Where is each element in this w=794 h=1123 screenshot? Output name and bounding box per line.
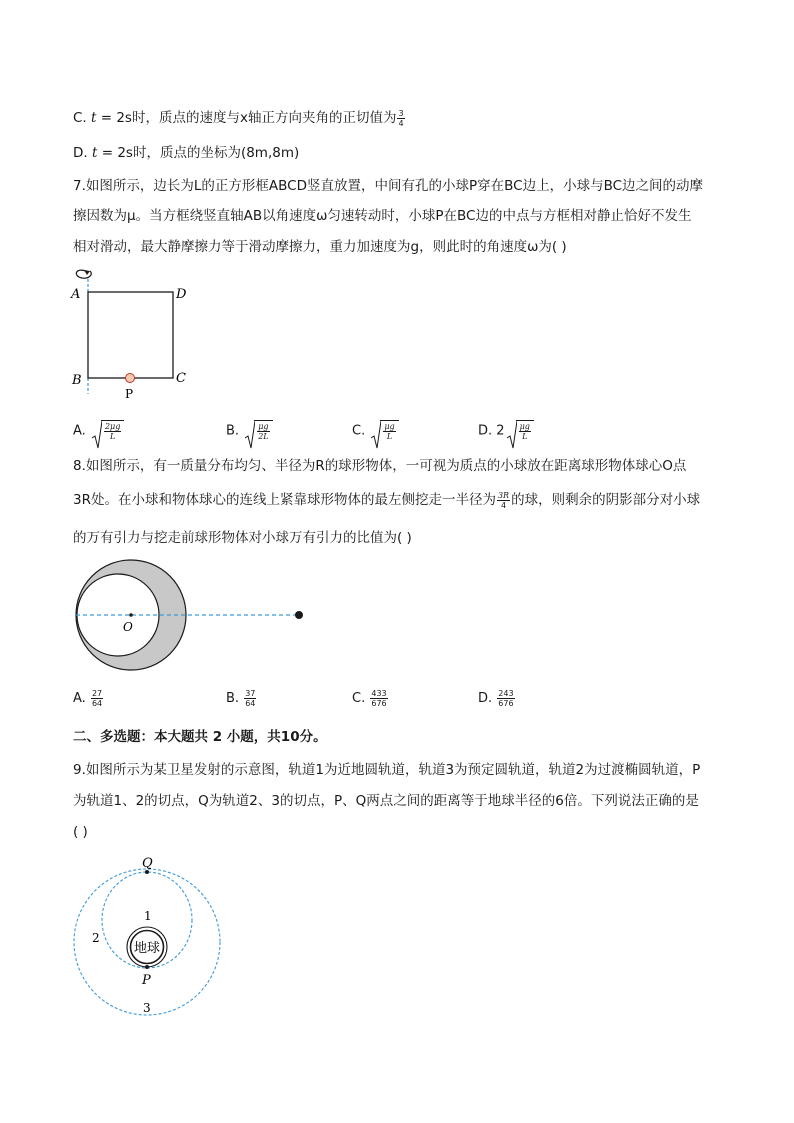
q8-sphere-diagram — [70, 558, 320, 678]
small-ball — [295, 611, 303, 619]
section-2-heading: 二、多选题：本大题共 2 小题，共10分。 — [73, 729, 327, 745]
rotation-arrowhead-icon — [84, 270, 90, 275]
q8-text-line-1: 8.如图所示，有一质量分布均匀、半径为R的球形物体，一可视为质点的小球放在距离球形物体球心O点 — [73, 458, 687, 474]
q7-text-line-2: 擦因数为μ。当方框绕竖直轴AB以角速度ω匀速转动时，小球P在BC边的中点与方框相对静止恰好不发生 — [73, 208, 692, 224]
fraction: $\frac{3}{4}$ — [398, 108, 404, 128]
q9-text-line-3: ( ) — [73, 824, 88, 840]
q7-option-d: D. 2 $\frac{\mu g}{L}$ — [478, 420, 534, 442]
q8-text-line-2: 3R处。在小球和物体球心的连线上紧靠球形物体的最左侧挖走一半径为 $\frac{3R}{4}$ 的球，则剩余的阴影部分对小球 — [73, 490, 701, 510]
q8-option-b: B. $\frac{37}{64}$ — [226, 689, 256, 708]
q9-text-line-2: 为轨道1、2的切点，Q为轨道2、3的切点，P、Q两点之间的距离等于地球半径的6倍。下列说法正确的是 — [73, 793, 699, 809]
label-orbit-1: 1 — [144, 909, 152, 923]
label-a: A — [71, 287, 81, 302]
q8-text-line-3: 的万有引力与挖走前球形物体对小球万有引力的比值为( ) — [73, 530, 412, 546]
label-q: Q — [142, 856, 153, 871]
label-p: P — [125, 387, 134, 401]
q7-square-frame-diagram — [66, 262, 206, 402]
label-b: B — [72, 373, 82, 388]
square-frame — [88, 292, 173, 378]
q8-option-a: A. $\frac{27}{64}$ — [73, 689, 103, 708]
q7-option-a: A. $\frac{2\mu g}{L}$ — [73, 420, 124, 442]
q9-text-line-1: 9.如图所示为某卫星发射的示意图，轨道1为近地圆轨道，轨道3为预定圆轨道，轨道2为过渡椭圆轨道，P — [73, 762, 701, 778]
q7-option-b: B. $\frac{\mu g}{2L}$ — [226, 420, 273, 442]
q8-option-d: D. $\frac{243}{676}$ — [478, 689, 514, 708]
fraction: $\frac{3R}{4}$ — [497, 490, 510, 510]
label-o: O — [123, 620, 133, 634]
q7-text-line-1: 7.如图所示，边长为L的正方形框ABCD竖直放置，中间有孔的小球P穿在BC边上，小球与BC边之间的动摩 — [73, 178, 704, 194]
q7-option-c: C. $\frac{\mu g}{L}$ — [352, 420, 399, 442]
q9-orbit-diagram — [66, 850, 236, 1025]
label-d: D — [176, 287, 187, 302]
sqrt: $\frac{2\mu g}{L}$ — [92, 420, 124, 442]
sqrt: $\frac{\mu g}{L}$ — [371, 420, 398, 442]
q6-option-d: D. t = 2s时，质点的坐标为(8m,8m) — [73, 145, 300, 161]
q6-option-c: C. t = 2s时，质点的速度与x轴正方向夹角的正切值为 $\frac{3}{4}$ — [73, 108, 404, 128]
label-orbit-3: 3 — [143, 1001, 151, 1015]
sqrt: $\frac{\mu g}{L}$ — [507, 420, 534, 442]
q8-option-c: C. $\frac{433}{676}$ — [352, 689, 387, 708]
point-p-dot — [145, 965, 149, 969]
label-c: C — [176, 371, 186, 386]
label-p: P — [142, 973, 151, 988]
earth-label: 地球 — [133, 941, 161, 956]
ball-p — [126, 374, 135, 383]
center-o-dot — [129, 613, 133, 617]
q7-text-line-3: 相对滑动，最大静摩擦力等于滑动摩擦力，重力加速度为g，则此时的角速度ω为( ) — [73, 239, 567, 255]
sqrt: $\frac{\mu g}{2L}$ — [245, 420, 272, 442]
label-orbit-2: 2 — [92, 931, 100, 945]
